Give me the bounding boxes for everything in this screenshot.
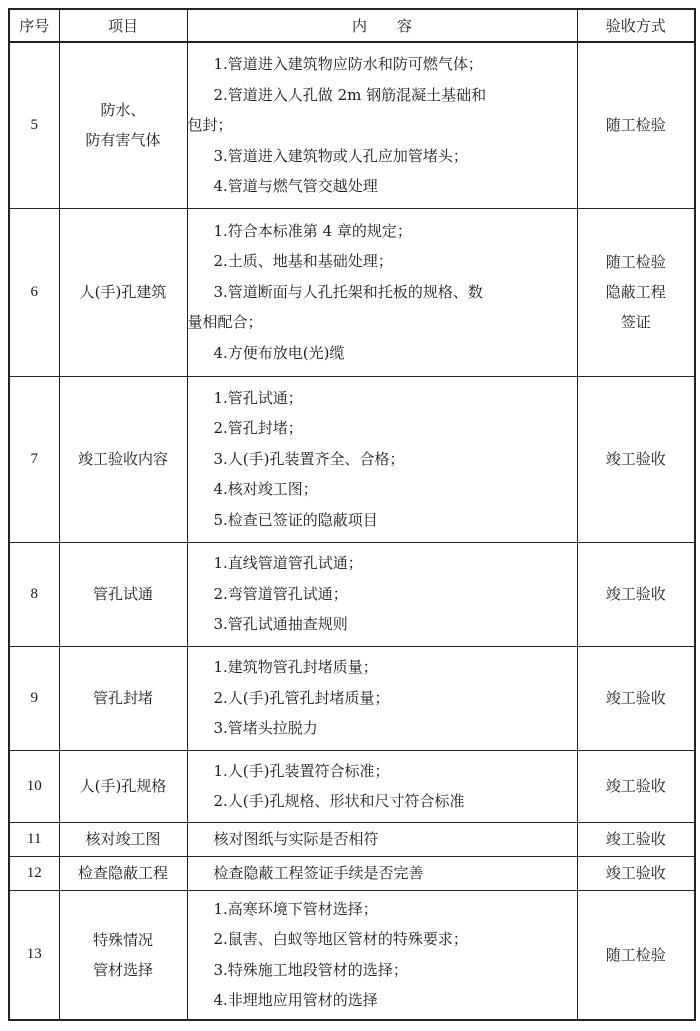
row-method (577, 822, 695, 856)
row-method (577, 890, 695, 1020)
row-number: 11 (9, 822, 59, 856)
method-line: 竣工验收 (605, 777, 666, 795)
row-number: 12 (9, 856, 59, 890)
content-line: 2.鼠害、白蚁等地区管材的特殊要求； (213, 930, 468, 949)
table-row (9, 542, 695, 646)
content-line: 1.管孔试通； (213, 388, 303, 407)
method-line: 随工检验 (605, 945, 666, 964)
content-line: 2.人(手)孔规格、形状和尺寸符合标准 (213, 792, 465, 810)
table-row (9, 376, 695, 542)
table-body (9, 42, 695, 1020)
row-item (59, 208, 187, 376)
content-line: 核对图纸与实际是否相符 (213, 829, 379, 848)
row-method (577, 376, 695, 542)
method-line: 竣工验收 (605, 830, 666, 848)
content-line: 量相配合； (187, 313, 263, 332)
row-content (187, 890, 577, 1020)
table-header-row (9, 9, 695, 42)
row-number: 5 (9, 42, 59, 208)
content-line: 包封； (187, 116, 233, 134)
content-line: 4.非埋地应用管材的选择 (213, 991, 378, 1010)
method-line: 隐蔽工程 (605, 283, 666, 301)
content-line: 2.管孔封堵； (213, 419, 303, 438)
row-content (187, 42, 577, 208)
row-content (187, 856, 577, 890)
row-item (59, 376, 187, 542)
row-number: 6 (9, 208, 59, 376)
content-line: 1.管道进入建筑物应防水和防可燃气体； (213, 55, 483, 73)
row-method (577, 542, 695, 646)
item-line: 人(手)孔规格 (79, 777, 167, 795)
table-row (9, 42, 695, 208)
method-line: 签证 (620, 313, 651, 331)
row-method (577, 750, 695, 822)
table-row (9, 890, 695, 1020)
method-line: 竣工验收 (605, 450, 666, 468)
item-line: 管孔封堵 (92, 689, 153, 707)
content-line: 2.人(手)孔管孔封堵质量； (213, 688, 390, 707)
row-item (59, 750, 187, 822)
table-row (9, 646, 695, 750)
content-line: 5.检查已签证的隐蔽项目 (213, 510, 378, 529)
content-line: 4.方便布放电(光)缆 (213, 343, 345, 362)
row-content (187, 750, 577, 822)
header-no: 序号 (9, 9, 59, 42)
content-line: 1.直线管道管孔试通； (213, 554, 363, 573)
content-line: 1.符合本标准第 4 章的规定； (213, 221, 412, 240)
row-content (187, 208, 577, 376)
content-line: 3.管道断面与人孔托架和托板的规格、数 (213, 282, 483, 301)
row-item (59, 542, 187, 646)
item-line: 核对竣工图 (85, 830, 161, 848)
row-number: 8 (9, 542, 59, 646)
acceptance-table (8, 8, 696, 1021)
table-row (9, 750, 695, 822)
content-line: 3.人(手)孔装置齐全、合格； (213, 449, 405, 468)
item-line: 防有害气体 (85, 131, 161, 150)
content-line: 2.管道进入人孔做 2m 钢筋混凝土基础和 (213, 85, 487, 104)
row-content (187, 646, 577, 750)
item-line: 竣工验收内容 (77, 450, 168, 468)
content-line: 3.管堵头拉脱力 (213, 719, 318, 738)
row-method (577, 646, 695, 750)
row-item (59, 890, 187, 1020)
row-item (59, 42, 187, 208)
content-line: 2.土质、地基和基础处理； (213, 252, 393, 271)
method-line: 竣工验收 (605, 689, 666, 707)
content-line: 4.核对竣工图； (213, 480, 318, 499)
item-line: 特殊情况 (92, 930, 153, 949)
method-line: 竣工验收 (605, 864, 666, 882)
row-content (187, 376, 577, 542)
table-row (9, 822, 695, 856)
item-line: 管材选择 (92, 960, 153, 979)
content-line: 3.管道进入建筑物或人孔应加管堵头； (213, 146, 468, 165)
method-line: 竣工验收 (605, 585, 666, 603)
row-item (59, 646, 187, 750)
item-line: 检查隐蔽工程 (77, 864, 168, 882)
row-number: 7 (9, 376, 59, 542)
row-method (577, 42, 695, 208)
item-line: 管孔试通 (92, 585, 153, 603)
content-line: 2.弯管道管孔试通； (213, 584, 348, 603)
row-number: 13 (9, 890, 59, 1020)
header-item: 项目 (59, 9, 187, 42)
content-line: 1.高寒环境下管材选择； (213, 899, 378, 918)
row-item (59, 822, 187, 856)
content-line: 3.管孔试通抽查规则 (213, 615, 348, 634)
item-line: 人(手)孔建筑 (79, 283, 167, 301)
method-line: 随工检验 (605, 253, 666, 271)
content-line: 1.人(手)孔装置符合标准； (213, 761, 390, 780)
content-line: 3.特殊施工地段管材的选择； (213, 960, 408, 979)
header-content: 内 容 (187, 9, 577, 42)
row-item (59, 856, 187, 890)
row-method (577, 208, 695, 376)
row-content (187, 822, 577, 856)
method-line: 随工检验 (605, 116, 666, 135)
item-line: 防水、 (100, 101, 146, 120)
header-method: 验收方式 (577, 9, 695, 42)
content-line: 4.管道与燃气管交越处理 (213, 177, 378, 195)
row-content (187, 542, 577, 646)
table-row (9, 856, 695, 890)
row-number: 9 (9, 646, 59, 750)
table-row (9, 208, 695, 376)
content-line: 检查隐蔽工程签证手续是否完善 (213, 863, 424, 882)
row-method (577, 856, 695, 890)
content-line: 1.建筑物管孔封堵质量； (213, 658, 378, 677)
row-number: 10 (9, 750, 59, 822)
